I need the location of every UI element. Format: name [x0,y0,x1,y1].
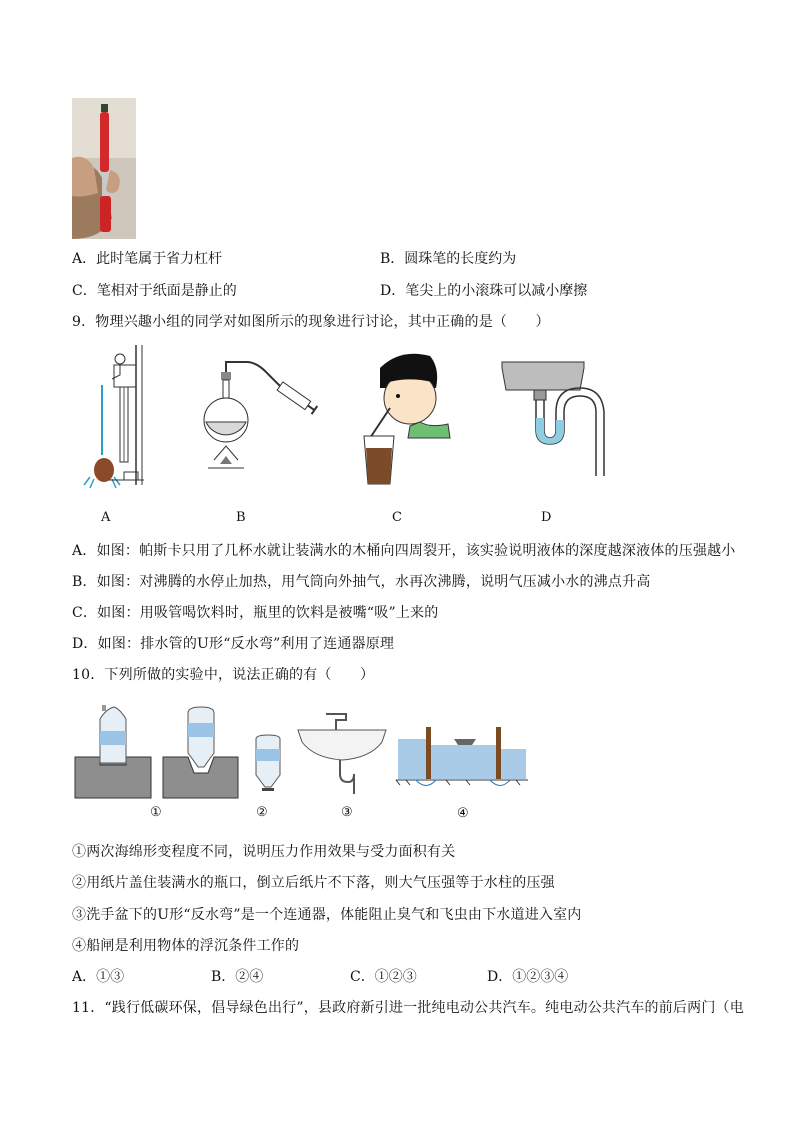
q9-figure-c-straw-drink [360,348,455,488]
q10-figure-3-wash-basin [296,710,388,795]
q10-figure-4-ship-lock [396,725,528,795]
pen-photo [72,98,136,239]
q10-figure-2-inverted-bottle [254,735,282,795]
q10-figure-label-2: ② [256,805,268,820]
q8-option-a: A．此时笔属于省力杠杆 [72,251,223,267]
q9-figure-a-pascal-barrel [84,345,154,490]
q9-figure-label-b: B [236,510,246,525]
q10-statement-1: ①两次海绵形变程度不同，说明压力作用效果与受力面积有关 [72,844,456,860]
q10-option-d: D．①②③④ [487,969,569,985]
q9-option-a: A．如图：帕斯卡只用了几杯水就让装满水的木桶向四周裂开，该实验说明液体的深度越深液体的压强越小 [72,543,736,559]
q10-stem: 10．下列所做的实验中，说法正确的有（ ） [72,667,375,683]
q10-option-a: A．①③ [72,969,125,985]
q9-figure-label-a: A [101,510,111,525]
q11-stem: 11．“践行低碳环保，倡导绿色出行”，县政府新引进一批纯电动公共汽车。纯电动公共汽车的前后两门（电 [72,1000,744,1016]
q10-figure-label-3: ③ [341,805,353,820]
q9-figure-label-d: D [541,510,552,525]
q10-statement-4: ④船闸是利用物体的浮沉条件工作的 [72,938,300,954]
q10-figure-1-sponge-bottles [74,705,240,800]
q9-figure-b-flask-syringe [208,360,318,478]
q10-figure-label-4: ④ [457,806,469,821]
q10-option-c: C．①②③ [350,969,417,985]
q10-statement-3: ③洗手盆下的U形“反水弯”是一个连通器，体能阻止臭气和飞虫由下水道进入室内 [72,907,582,923]
q9-option-b: B．如图：对沸腾的水停止加热，用气筒向外抽气，水再次沸腾，说明气压减小水的沸点升高 [72,574,651,590]
q10-option-b: B．②④ [211,969,264,985]
q9-stem: 9．物理兴趣小组的同学对如图所示的现象进行讨论，其中正确的是（ ） [72,314,550,330]
q10-statement-2: ②用纸片盖住装满水的瓶口，倒立后纸片不下落，则大气压强等于水柱的压强 [72,875,555,891]
q9-option-c: C．如图：用吸管喝饮料时，瓶里的饮料是被嘴“吸”上来的 [72,605,439,621]
q9-option-d: D．如图：排水管的U形“反水弯”利用了连通器原理 [72,636,395,652]
q9-figure-d-sink-trap [500,360,602,476]
q10-figure-label-1: ① [150,805,162,820]
q8-option-b: B．圆珠笔的长度约为 [380,251,517,267]
q9-figure-label-c: C [392,510,402,525]
q8-option-c: C．笔相对于纸面是静止的 [72,283,237,299]
q8-option-d: D．笔尖上的小滚珠可以减小摩擦 [380,283,588,299]
